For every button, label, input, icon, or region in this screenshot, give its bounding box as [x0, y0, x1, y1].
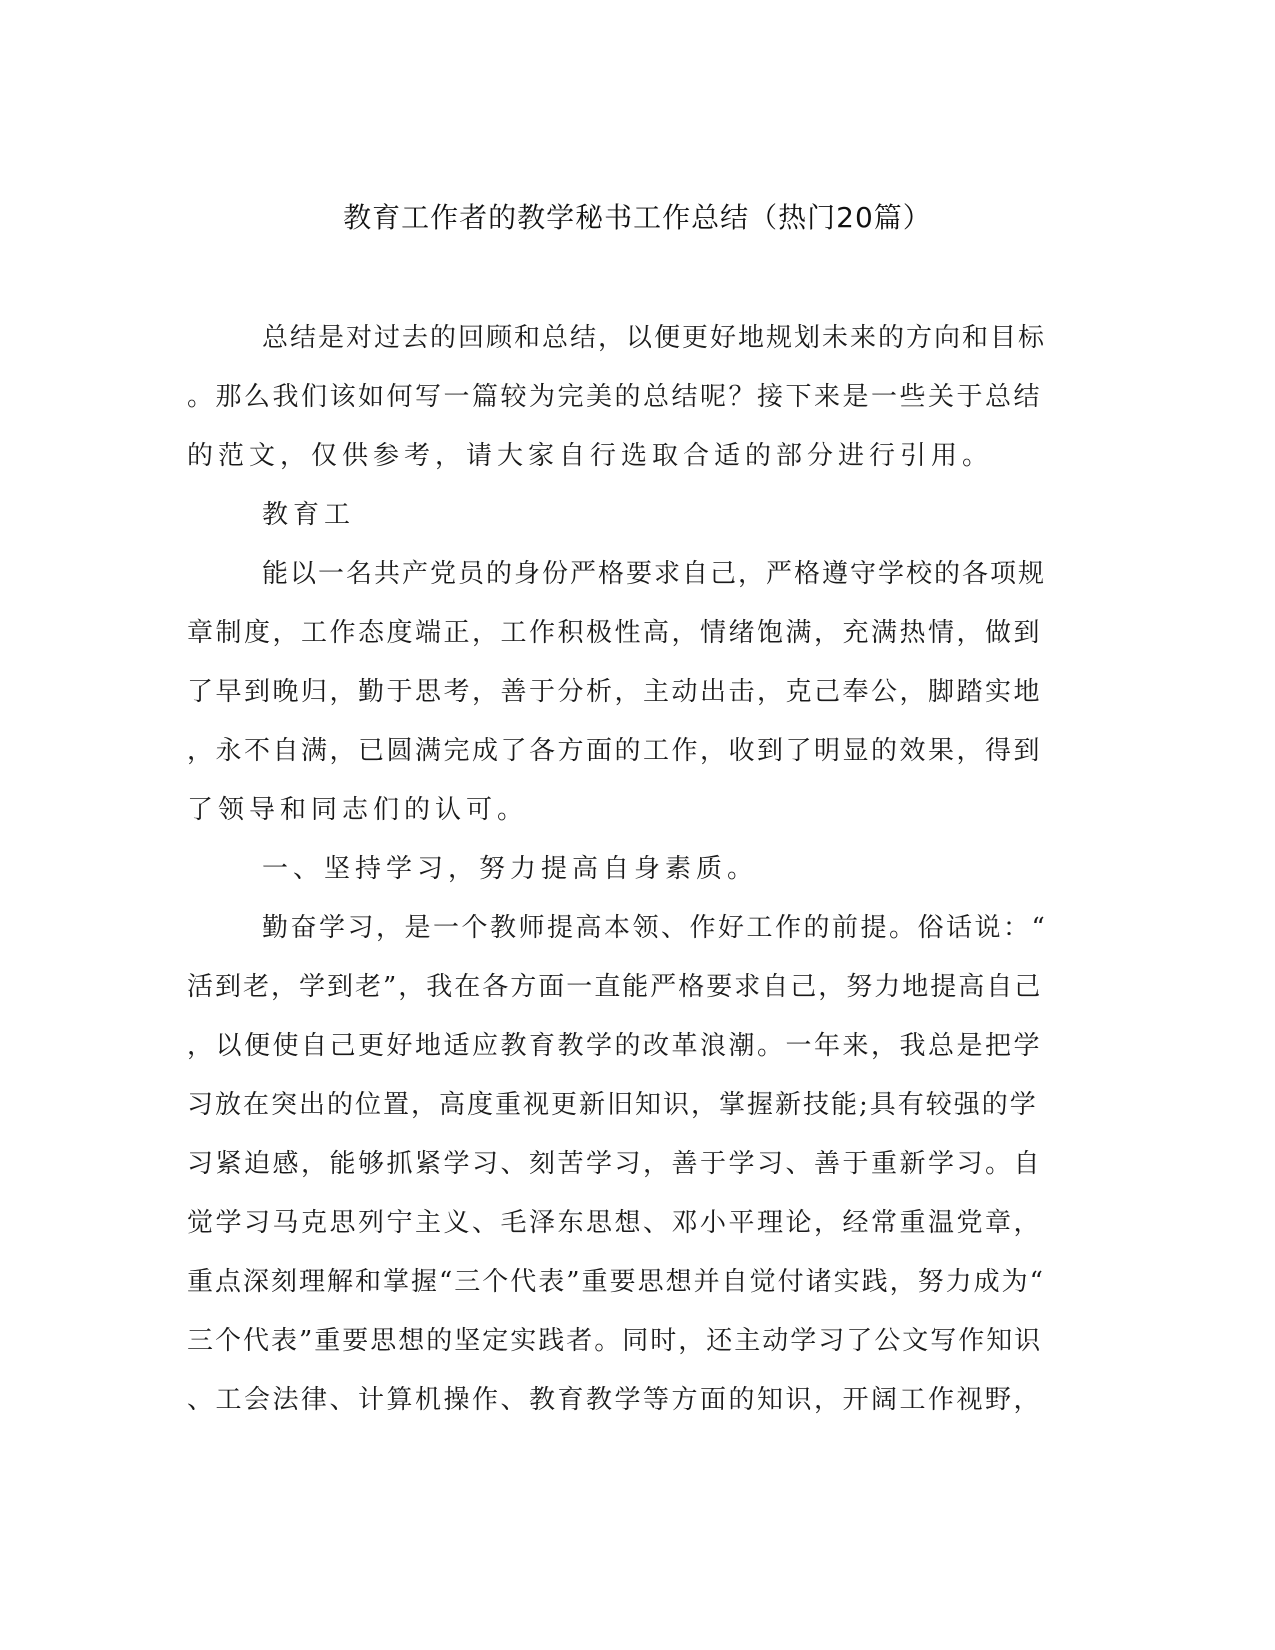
body-line: 重点深刻理解和掌握“三个代表”重要思想并自觉付诸实践，努力成为“	[187, 1267, 1045, 1297]
body-line: 习放在突出的位置，高度重视更新旧知识，掌握新技能;具有较强的学	[187, 1090, 1038, 1120]
section-heading: 一、坚持学习，努力提高自身素质。	[262, 854, 759, 884]
body-line: 觉学习马克思列宁主义、毛泽东思想、邓小平理论，经常重温党章，	[187, 1208, 1043, 1238]
body-line: 能以一名共产党员的身份严格要求自己，严格遵守学校的各项规	[262, 559, 1047, 589]
body-line: 了早到晚归，勤于思考，善于分析，主动出击，克己奉公，脚踏实地	[187, 677, 1043, 707]
body-line: 勤奋学习，是一个教师提高本领、作好工作的前提。俗话说：“	[262, 913, 1048, 943]
body-line: 。那么我们该如何写一篇较为完美的总结呢？接下来是一些关于总结	[187, 382, 1043, 412]
body-line: 、工会法律、计算机操作、教育教学等方面的知识，开阔工作视野，	[187, 1385, 1043, 1415]
body-line: 三个代表”重要思想的坚定实践者。同时，还主动学习了公文写作知识	[187, 1326, 1043, 1356]
body-line: 了领导和同志们的认可。	[187, 795, 529, 825]
body-line: 总结是对过去的回顾和总结，以便更好地规划未来的方向和目标	[262, 323, 1047, 353]
section-heading: 教育工	[262, 500, 356, 530]
document-title: 教育工作者的教学秘书工作总结（热门20篇）	[343, 201, 932, 234]
body-line: 习紧迫感，能够抓紧学习、刻苦学习，善于学习、善于重新学习。自	[187, 1149, 1043, 1179]
body-line: 活到老，学到老”，我在各方面一直能严格要求自己，努力地提高自己	[187, 972, 1043, 1002]
body-line: 章制度，工作态度端正，工作积极性高，情绪饱满，充满热情，做到	[187, 618, 1043, 648]
body-line: 的范文，仅供参考，请大家自行选取合适的部分进行引用。	[187, 441, 994, 471]
body-line: ，永不自满，已圆满完成了各方面的工作，收到了明显的效果，得到	[187, 736, 1043, 766]
body-line: ，以便使自己更好地适应教育教学的改革浪潮。一年来，我总是把学	[187, 1031, 1043, 1061]
